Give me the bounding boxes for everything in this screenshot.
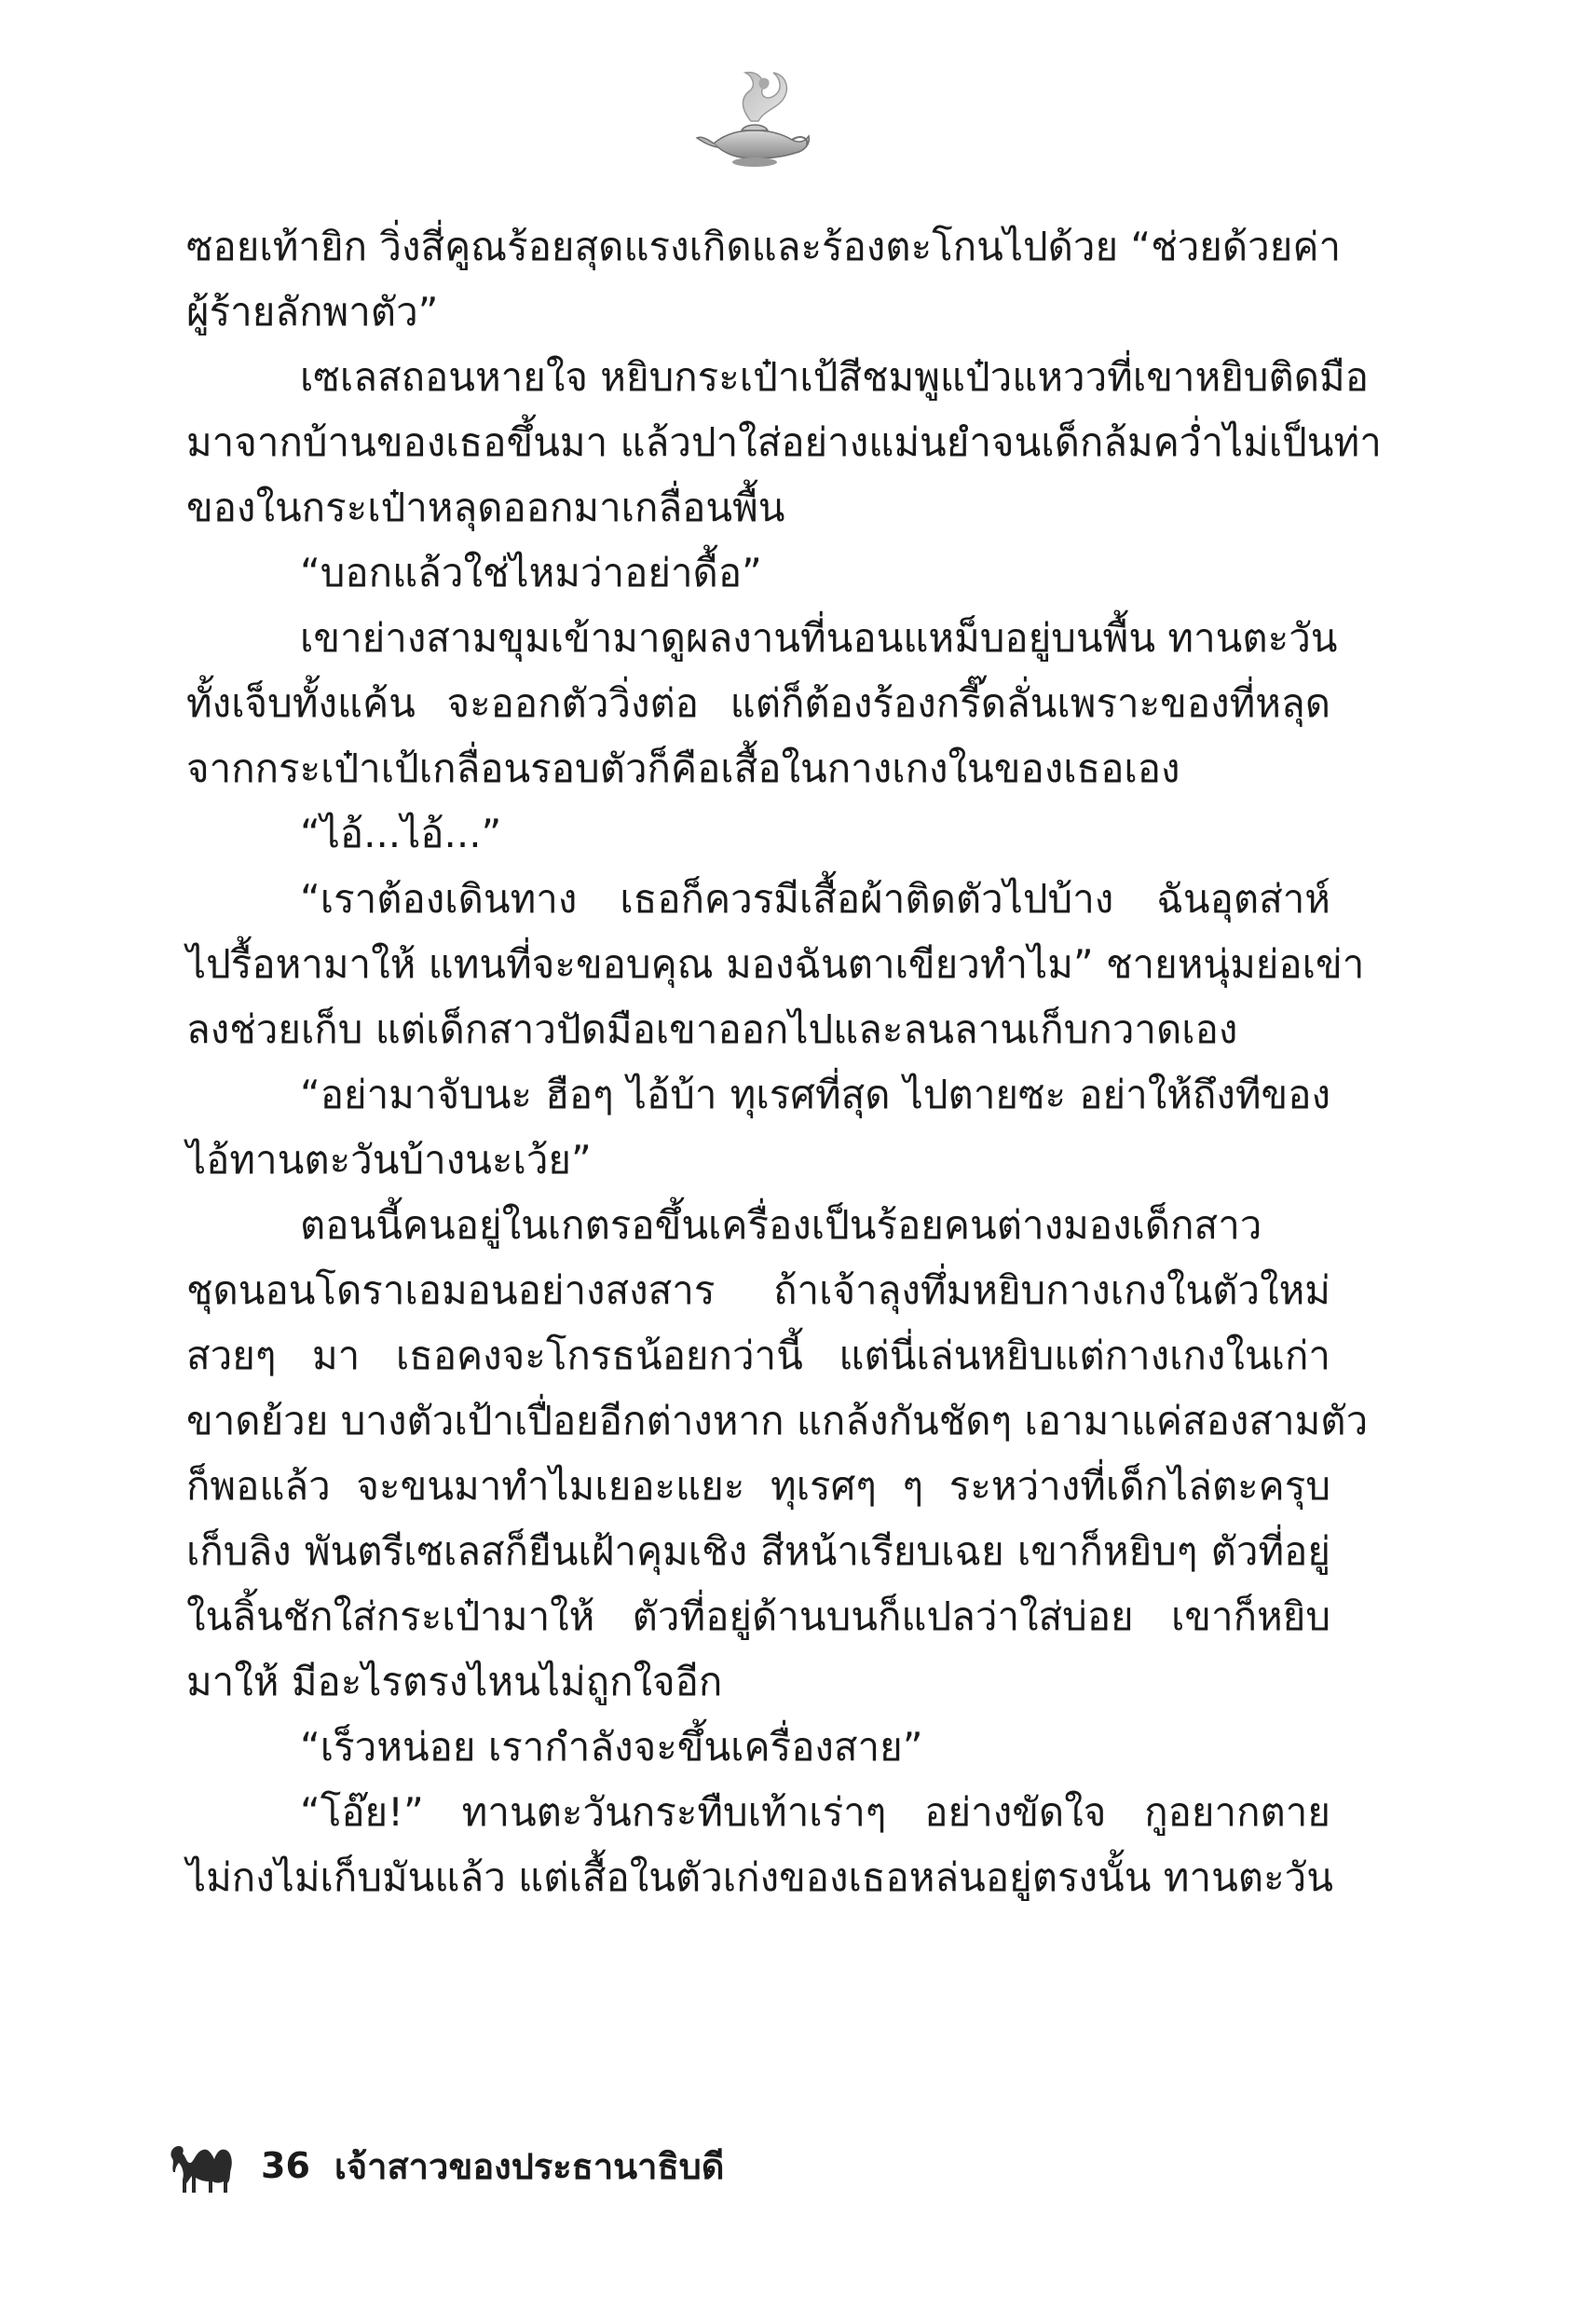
paragraph <box>186 1062 1330 1193</box>
text-line: สวยๆ มา เธอคงจะโกรธน้อยกว่านี้ แต่นี่เล่นหยิบแต่กางเกงในเก่า <box>186 1333 1330 1378</box>
paragraph <box>186 540 1330 606</box>
book-title: เจ้าสาวของประธานาธิบดี <box>334 2145 725 2187</box>
paragraph <box>186 1780 1333 1910</box>
text-line: เขาย่างสามขุมเข้ามาดูผลงานที่นอนแหม็บอยู่บนพื้น ทานตะวัน <box>300 615 1338 661</box>
text-line: “โอ๊ย!” ทานตะวันกระทืบเท้าเร่าๆ อย่างขัดใจ กูอยากตาย <box>300 1789 1330 1835</box>
text-line: ไอ้ทานตะวันบ้างนะเว้ย” <box>186 1137 592 1183</box>
text-line: ผู้ร้ายลักพาตัว” <box>186 289 439 335</box>
text-line: เซเลสถอนหายใจ หยิบกระเป๋าเป้สีชมพูแป๋วแหววที่เขาหยิบติดมือ <box>300 354 1369 400</box>
text-line: ในลิ้นชักใส่กระเป๋ามาให้ ตัวที่อยู่ด้านบนก็แปลว่าใส่บ่อย เขาก็หยิบ <box>186 1593 1330 1639</box>
text-line: “อย่ามาจับนะ ฮือๆ ไอ้บ้า ทุเรศที่สุด ไปตายซะ อย่าให้ถึงทีของ <box>300 1072 1330 1117</box>
text-line: ของในกระเป๋าหลุดออกมาเกลื่อนพื้น <box>186 485 785 530</box>
text-line: มาจากบ้านของเธอขึ้นมา แล้วปาใส่อย่างแม่นยำจนเด็กล้มคว่ำไม่เป็นท่า <box>186 419 1382 465</box>
magic-lamp-with-genie-icon <box>695 54 816 175</box>
body-text <box>186 214 1382 1910</box>
text-line: ลงช่วยเก็บ แต่เด็กสาวปัดมือเขาออกไปและลนลานเก็บกวาดเอง <box>186 1006 1238 1052</box>
text-line: “เราต้องเดินทาง เธอก็ควรมีเสื้อผ้าติดตัวไปบ้าง ฉันอุตส่าห์ <box>300 876 1330 922</box>
paragraph <box>186 1715 1330 1780</box>
text-line: “เร็วหน่อย เรากำลังจะขึ้นเครื่องสาย” <box>300 1724 923 1770</box>
text-line: ซอยเท้ายิก วิ่งสี่คูณร้อยสุดแรงเกิดและร้องตะโกนไปด้วย “ช่วยด้วยค่า <box>186 224 1342 269</box>
camel-icon <box>166 2137 240 2195</box>
paragraph <box>186 867 1365 1062</box>
text-line: ชุดนอนโดราเอมอนอย่างสงสาร ถ้าเจ้าลุงทึ่มหยิบกางเกงในตัวใหม่ <box>186 1267 1330 1313</box>
text-line: เก็บลิง พันตรีเซเลสก็ยืนเฝ้าคุมเชิง สีหน้าเรียบเฉย เขาก็หยิบๆ ตัวที่อยู่ <box>186 1528 1330 1574</box>
paragraph <box>186 214 1342 345</box>
text-line: “ไอ้...ไอ้...” <box>300 811 502 856</box>
paragraph <box>186 801 1330 867</box>
text-line: “บอกแล้วใช่ไหมว่าอย่าดื้อ” <box>300 550 762 595</box>
page-number: 36 <box>261 2145 310 2186</box>
text-line: ขาดย้วย บางตัวเป้าเปื่อยอีกต่างหาก แกล้งกันชัดๆ เอามาแค่สองสามตัว <box>186 1398 1369 1443</box>
text-line: ไม่กงไม่เก็บมันแล้ว แต่เสื้อในตัวเก่งของเธอหล่นอยู่ตรงนั้น ทานตะวัน <box>186 1854 1333 1900</box>
text-line: ทั้งเจ็บทั้งแค้น จะออกตัววิ่งต่อ แต่ก็ต้องร้องกรี๊ดลั่นเพราะของที่หลุด <box>186 680 1330 726</box>
text-line: ก็พอแล้ว จะขนมาทำไมเยอะแยะ ทุเรศๆ ๆ ระหว่างที่เด็กไล่ตะครุบ <box>186 1463 1330 1509</box>
text-line: จากกระเป๋าเป้เกลื่อนรอบตัวก็คือเสื้อในกางเกงในของเธอเอง <box>186 745 1180 791</box>
text-line: ตอนนี้คนอยู่ในเกตรอขึ้นเครื่องเป็นร้อยคนต่างมองเด็กสาว <box>300 1202 1262 1248</box>
text-line: ไปรื้อหามาให้ แทนที่จะขอบคุณ มองฉันตาเขียวทำไม” ชายหนุ่มย่อเข่า <box>186 941 1365 987</box>
page-footer <box>166 2128 724 2203</box>
text-line: มาให้ มีอะไรตรงไหนไม่ถูกใจอีก <box>186 1659 723 1704</box>
paragraph <box>186 606 1338 801</box>
paragraph <box>186 1193 1369 1715</box>
paragraph <box>186 345 1382 540</box>
